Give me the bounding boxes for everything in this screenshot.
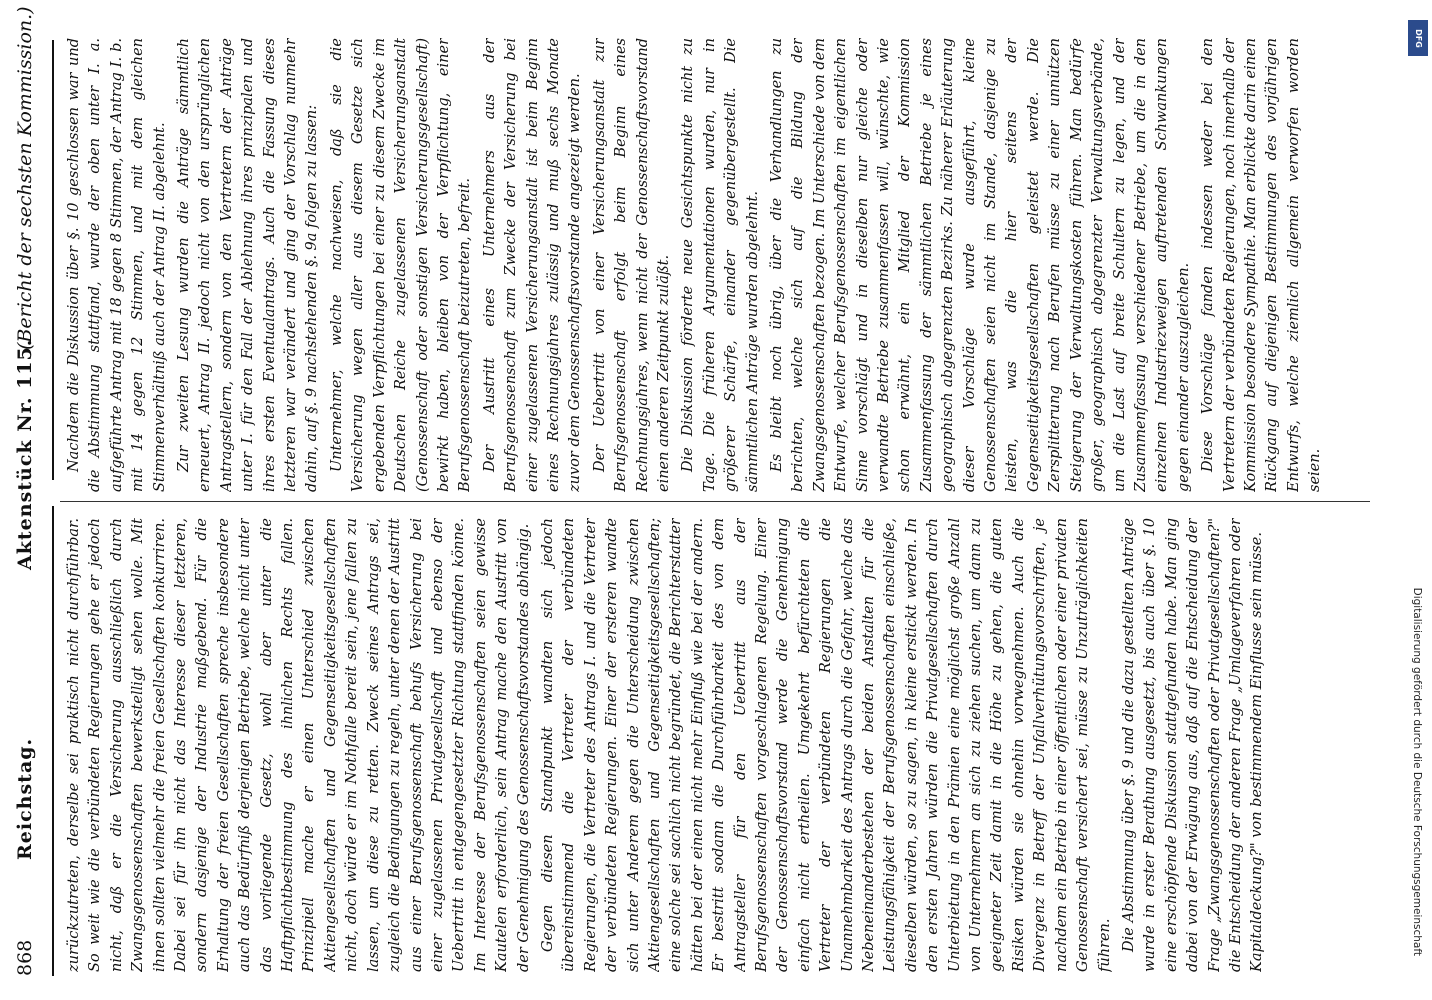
page-header xyxy=(0,0,60,1000)
paragraph: Gegen diesen Standpunkt wandten sich jedoch übereinstimmend die Vertreter der verbündeten Regierungen, die Vertreter des Antrags I. und die Vertreter der verbündeten Regierungen. Einer der ersteren wandte sich unter Anderem gegen die Unterscheidung zwischen Aktiengesellschaften und Gegenseitigkeitsgesellschaften; eine solche sei sachlich nicht begründet, die Berichterstatter hätten bei der einen nicht mehr Einfluß wie bei der andern. Er bestritt sodann die Durchführbarkeit des von dem Antragsteller für den Uebertritt aus der Berufsgenossenschaften vorgeschlagenen Regelung. Einer der Genossenschaftsvorstand werde die Genehmigung einfach nicht ertheilen. Umgekehrt befürchteten die Vertreter der verbündeten Regierungen die Unannehmbarkeit des Antrags durch die Gefahr, welche das Nebeneinanderbestehen der beiden Anstalten für die Leistungsfähigkeit der Berufsgenossenschaften einschließe, dieselben würden, so zu sagen, in kleine erstickt werden. In den ersten Jahren würden die Privatgesellschaften durch Unterbietung in den Prämien eine möglichst große Anzahl von Unternehmern an sich zu ziehen suchen, um dann zu geeigneter Zeit damit in die Höhe zu gehen, die guten Risiken würden sie ohnehin vorwegnehmen. Auch die Divergenz in Betreff der Unfallverhütungsvorschriften, je nachdem ein Betrieb in einer öffentlichen oder einer privaten Genossenschaft versichert sei, müsse zu Unzuträglichkeiten führen. xyxy=(539,518,1113,972)
header-rule-left xyxy=(52,506,54,976)
header-title-right: (Bericht der sechsten Kommission.) xyxy=(14,6,36,350)
paragraph: Der Austritt eines Unternehmers aus der Berufsgenossenschaft zum Zwecke der Versicherung bei einer zugelassenen Versicherungsanstalt ist beim Beginn eines Rechnungsjahres zulässig und muß sechs Monate zuvor dem Genossenschaftsvorstande angezeigt werden. xyxy=(481,38,584,492)
header-title-left: Reichstag. xyxy=(14,737,36,860)
dfg-logo-text: DFG xyxy=(1413,28,1423,48)
paragraph: Zur zweiten Lesung wurden die Anträge sämmtlich erneuert, Antrag II. jedoch nicht von den ursprünglichen Antragstellern, sondern von den Vertretern der Anträge unter I. für den Fall der Ablehnung ihres prinzipalen und ihres ersten Eventualantrags. Auch die Fassung dieses letzteren war verändert und ging der Vorschlag nunmehr dahin, auf §. 9 nachstehenden §. 9a folgen zu lassen: xyxy=(176,38,321,492)
header-rule-right xyxy=(52,40,54,480)
text-column-right xyxy=(64,38,1384,492)
paragraph: Nachdem die Diskussion über §. 10 geschlossen war und die Abstimmung stattfand, wurde der oben unter I. a. aufgeführte Antrag mit 18 gegen 8 Stimmen, der Antrag I. b. mit 14 gegen 12 Stimmen, und mit dem gleichen Stimmenverhältniß auch der Antrag II. abgelehnt. xyxy=(66,38,168,492)
digitization-note xyxy=(1404,0,1430,1000)
column-divider xyxy=(60,501,1370,502)
paragraph: Unternehmer, welche nachweisen, daß sie die Versicherung wegen aller aus diesem Gesetze sich ergebenden Verpflichtungen bei einer zu diesem Zwecke im Deutschen Reiche zugelassenen Versicherungsanstalt (Genossenschaft oder sonstigen Versicherungsgesellschaft) bewirkt haben, bleiben von der Verpflichtung, einer Berufsgenossenschaft beizutreten, befreit. xyxy=(328,38,474,492)
paragraph: Der Uebertritt von einer Versicherungsanstalt zur Berufsgenossenschaft erfolgt beim Beginn eines Rechnungsjahres, wenn nicht der Genossenschaftsvorstand einen anderen Zeitpunkt zuläßt. xyxy=(591,38,672,492)
paragraph: Es bleibt noch übrig, über die Verhandlungen zu berichten, welche sich auf die Bildung der Zwangsgenossenschaften bezogen. Im Unterschiede von dem Entwurfe, welcher Berufsgenossenschaften im eigentlichen Sinne vorschlägt und in dieselben nur gleiche oder verwandte Betriebe zusammenfassen will, wünschte, wie schon erwähnt, ein Mitglied der Kommission Zusammenfassung der sämmtlichen Betriebe je eines geographisch abgegrenzten Bezirks. Zu näherer Erläuterung dieser Vorschläge wurde ausgeführt, kleine Genossenschaften seien nicht im Stande, dasjenige zu leisten, was die hier seitens der Gegenseitigkeitsgesellschaften geleistet werde. Die Zersplitterung nach Berufen müsse zu einer unnützen Steigerung der Verwaltungskosten führen. Man bedürfe großer, geographisch abgegrenzter Verwaltungsverbände, um die Last auf breite Schultern zu legen, und der Zusammenfassung verschiedener Betriebe, um die in den einzelnen Industriezweigen auftretenden Schwankungen gegen einander auszugleichen. xyxy=(769,38,1192,492)
dfg-logo xyxy=(1408,20,1428,56)
digitization-note-text: Digitalisierung gefördert durch die Deutsche Forschungsgemeinschaft xyxy=(1411,587,1423,956)
paragraph: Die Abstimmung über §. 9 und die dazu gestellten Anträge wurde in erster Berathung ausgesetzt, bis auch über §. 10 eine erschöpfende Diskussion stattgefunden habe. Man ging dabei von der Erwägung aus, daß auf die Entscheidung der Frage „Zwangsgenossenschaften oder Privatgesellschaften?" die Entscheidung der anderen Frage „Umlageverfahren oder Kapitaldeckung?" von bestimmendem Einflusse sein müsse. xyxy=(1120,518,1266,972)
paragraph: zurückzutreten, derselbe sei praktisch nicht durchführbar. So weit wie die verbündeten Regierungen gehe er jedoch nicht, daß er die Versicherung ausschließlich durch Zwangsgenossenschaften bewerkstelligt sehen wolle. Mit ihnen sollten vielmehr die freien Gesellschaften konkurriren. Dabei sei für ihn nicht das Interesse dieser letzteren, sondern dasjenige der Industrie maßgebend. Für die Erhaltung der freien Gesellschaften spreche insbesondere auch das Bedürfniß derjenigen Betriebe, welche nicht unter das vorliegende Gesetz, wohl aber unter die Haftpflichtbestimmung des ihnlichen Rechts fallen. Prinzipiell mache er einen Unterschied zwischen Aktiengesellschaften und Gegenseitigkeitsgesellschaften nicht, doch würde er im Nothfalle bereit sein, jene fallen zu lassen, um diese zu retten. Zweck seines Antrags sei, zugleich die Bedingungen zu regeln, unter denen der Austritt aus einer Berufsgenossenschaft behufs Versicherung bei einer zugelassenen Privatgesellschaft und ebenso der Uebertritt in entgegengesetzter Richtung stattfinden könne. Im Interesse der Berufsgenossenschaften seien gewisse Kautelen erforderlich, sein Antrag mache den Austritt von der Genehmigung des Genossenschaftsvorstandes abhängig. xyxy=(66,518,532,972)
page-number: 868 xyxy=(14,939,36,976)
paragraph: Diese Vorschläge fanden indessen weder bei den Vertretern der verbündeten Regierungen, noch innerhalb der Kommission besondere Sympathie. Man erblickte darin einen Rückgang auf diejenigen Bestimmungen des vorjährigen Entwurfs, welche ziemlich allgemein verworfen worden seien. xyxy=(1200,38,1324,492)
header-title-mid: Aktenstück Nr. 115. xyxy=(14,338,36,570)
text-column-left xyxy=(64,518,1384,972)
paragraph: Die Diskussion förderte neue Gesichtspunkte nicht zu Tage. Die früheren Argumentationen wurden, nur in größerer Schärfe, einander gegenübergestellt. Die sämmtlichen Anträge wurden abgelehnt. xyxy=(680,38,761,492)
